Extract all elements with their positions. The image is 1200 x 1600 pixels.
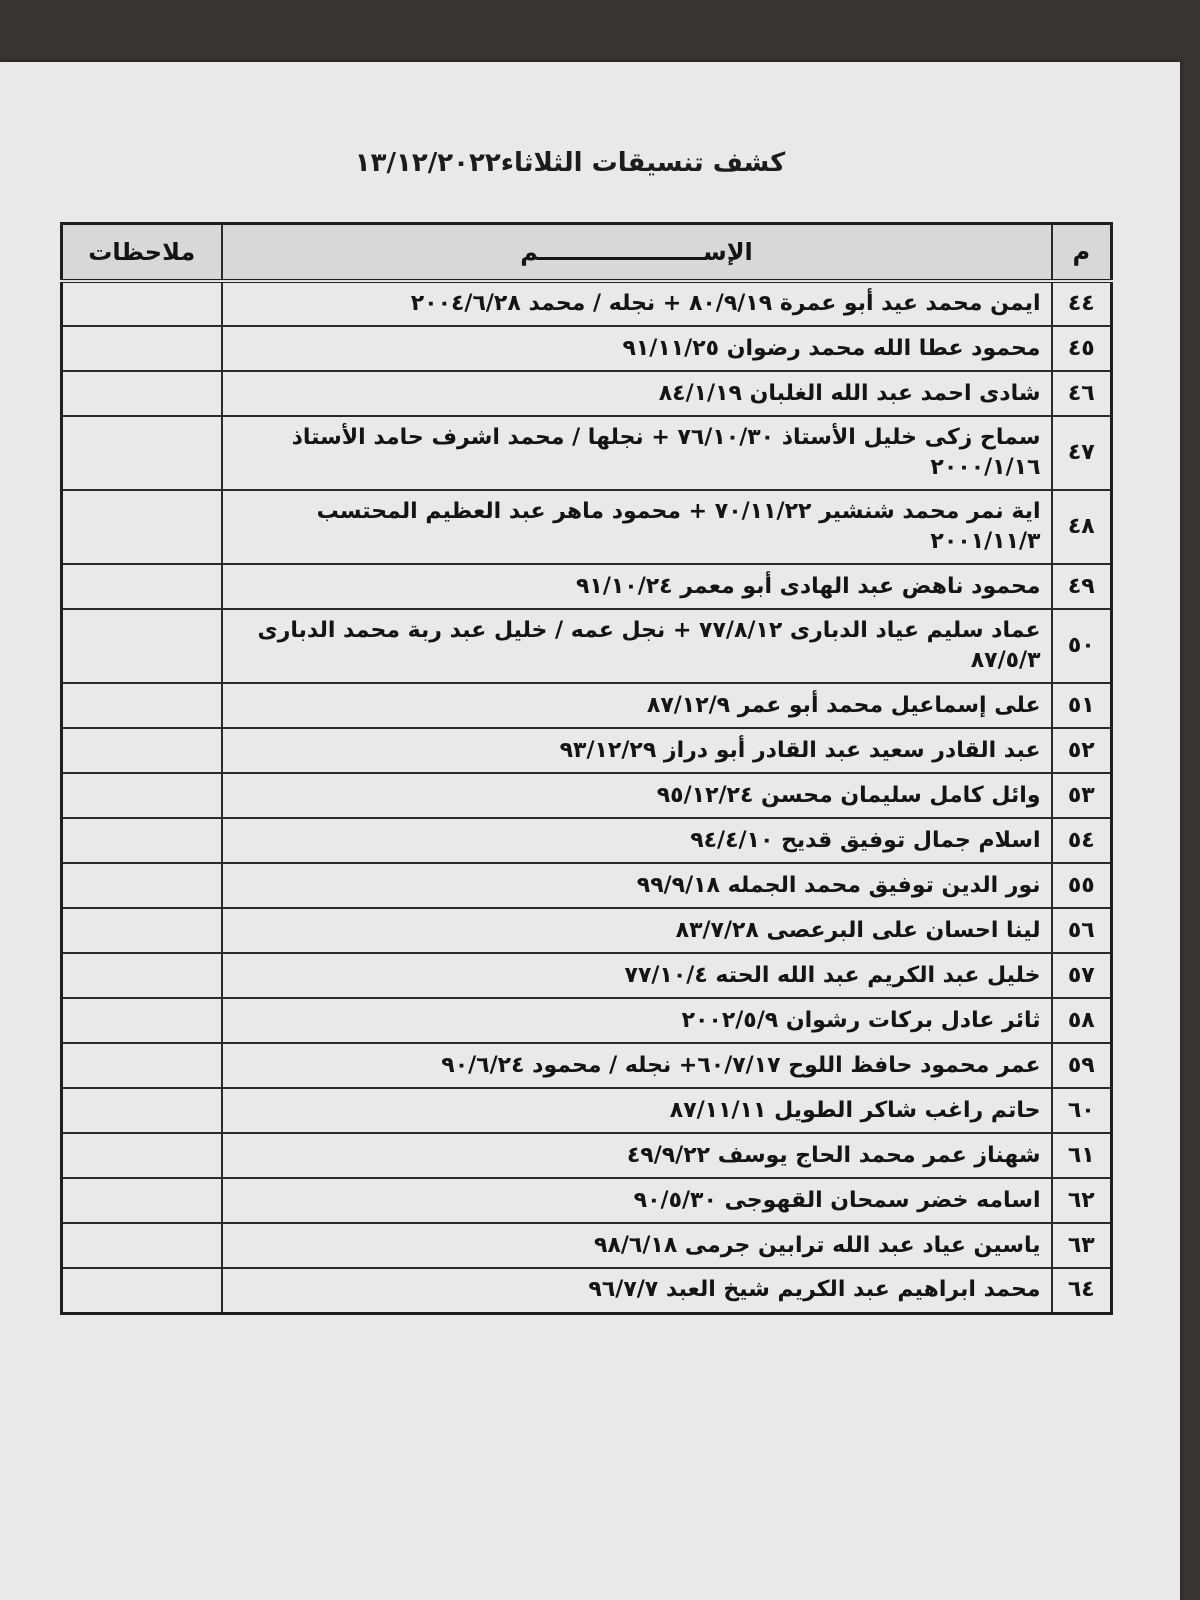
row-name: اية نمر محمد شنشير ٧٠/١١/٢٢ + محمود ماهر عبد العظيم المحتسب ٢٠٠١/١١/٣ [222, 490, 1052, 564]
row-number: ٤٧ [1052, 416, 1112, 490]
row-number: ٥٧ [1052, 953, 1112, 998]
row-notes [62, 326, 222, 371]
page-title: كشف تنسيقات الثلاثاء١٣/١٢/٢٠٢٢ [354, 148, 786, 178]
table-row [62, 1178, 1112, 1223]
row-number: ٤٦ [1052, 371, 1112, 416]
row-notes [62, 371, 222, 416]
table-row [62, 1088, 1112, 1133]
table-row [62, 1133, 1112, 1178]
table-header-row [62, 224, 1112, 282]
row-name: محمود ناهض عبد الهادى أبو معمر ٩١/١٠/٢٤ [222, 564, 1052, 609]
row-notes [62, 998, 222, 1043]
table-row [62, 490, 1112, 564]
row-notes [62, 609, 222, 683]
table-row [62, 371, 1112, 416]
row-name: اسلام جمال توفيق قديح ٩٤/٤/١٠ [222, 818, 1052, 863]
table-row [62, 953, 1112, 998]
header-number: م [1052, 224, 1112, 282]
row-number: ٦٠ [1052, 1088, 1112, 1133]
row-name: ثائر عادل بركات رشوان ٢٠٠٢/٥/٩ [222, 998, 1052, 1043]
row-number: ٦٤ [1052, 1268, 1112, 1313]
row-number: ٦١ [1052, 1133, 1112, 1178]
table-row [62, 281, 1112, 326]
row-notes [62, 416, 222, 490]
row-number: ٤٩ [1052, 564, 1112, 609]
row-number: ٥٢ [1052, 728, 1112, 773]
row-name: خليل عبد الكريم عبد الله الحته ٧٧/١٠/٤ [222, 953, 1052, 998]
row-notes [62, 1088, 222, 1133]
row-notes [62, 773, 222, 818]
table-row [62, 818, 1112, 863]
row-notes [62, 1268, 222, 1313]
row-notes [62, 1043, 222, 1088]
row-number: ٤٤ [1052, 281, 1112, 326]
row-notes [62, 1223, 222, 1268]
row-name: شادى احمد عبد الله الغلبان ٨٤/١/١٩ [222, 371, 1052, 416]
table-row [62, 773, 1112, 818]
row-name: محمود عطا الله محمد رضوان ٩١/١١/٢٥ [222, 326, 1052, 371]
row-number: ٥٥ [1052, 863, 1112, 908]
row-notes [62, 490, 222, 564]
row-name: على إسماعيل محمد أبو عمر ٨٧/١٢/٩ [222, 683, 1052, 728]
row-name: لينا احسان على البرعصى ٨٣/٧/٢٨ [222, 908, 1052, 953]
row-notes [62, 1178, 222, 1223]
header-notes: ملاحظات [62, 224, 222, 282]
table-row [62, 998, 1112, 1043]
row-notes [62, 564, 222, 609]
row-name: سماح زكى خليل الأستاذ ٧٦/١٠/٣٠ + نجلها / محمد اشرف حامد الأستاذ ٢٠٠٠/١/١٦ [222, 416, 1052, 490]
row-number: ٤٥ [1052, 326, 1112, 371]
row-notes [62, 818, 222, 863]
table-row [62, 1223, 1112, 1268]
row-notes [62, 728, 222, 773]
header-name: الإســــــــــــــــــــم [222, 224, 1052, 282]
row-number: ٦٣ [1052, 1223, 1112, 1268]
row-number: ٦٢ [1052, 1178, 1112, 1223]
row-number: ٥٠ [1052, 609, 1112, 683]
table-body [62, 281, 1112, 1313]
row-name: عمر محمود حافظ اللوح ٦٠/٧/١٧+ نجله / محمود ٩٠/٦/٢٤ [222, 1043, 1052, 1088]
table-row [62, 609, 1112, 683]
row-notes [62, 908, 222, 953]
row-notes [62, 863, 222, 908]
table-row [62, 863, 1112, 908]
row-notes [62, 683, 222, 728]
row-number: ٥٦ [1052, 908, 1112, 953]
table-row [62, 908, 1112, 953]
row-number: ٥٨ [1052, 998, 1112, 1043]
row-name: شهناز عمر محمد الحاج يوسف ٤٩/٩/٢٢ [222, 1133, 1052, 1178]
row-number: ٥٩ [1052, 1043, 1112, 1088]
row-name: عبد القادر سعيد عبد القادر أبو دراز ٩٣/١٢/٢٩ [222, 728, 1052, 773]
table-row [62, 1043, 1112, 1088]
table-row [62, 416, 1112, 490]
row-number: ٥١ [1052, 683, 1112, 728]
row-name: ياسين عياد عبد الله ترابين جرمى ٩٨/٦/١٨ [222, 1223, 1052, 1268]
row-name: اسامه خضر سمحان القهوجى ٩٠/٥/٣٠ [222, 1178, 1052, 1223]
table-row [62, 683, 1112, 728]
row-name: وائل كامل سليمان محسن ٩٥/١٢/٢٤ [222, 773, 1052, 818]
row-notes [62, 953, 222, 998]
row-name: محمد ابراهيم عبد الكريم شيخ العبد ٩٦/٧/٧ [222, 1268, 1052, 1313]
table-row [62, 326, 1112, 371]
row-number: ٥٤ [1052, 818, 1112, 863]
row-name: حاتم راغب شاكر الطويل ٨٧/١١/١١ [222, 1088, 1052, 1133]
row-name: عماد سليم عياد الدبارى ٧٧/٨/١٢ + نجل عمه / خليل عبد ربة محمد الدبارى ٨٧/٥/٣ [222, 609, 1052, 683]
coordination-table [60, 222, 1113, 1315]
table-row [62, 728, 1112, 773]
row-notes [62, 1133, 222, 1178]
row-notes [62, 281, 222, 326]
table-row [62, 564, 1112, 609]
row-number: ٥٣ [1052, 773, 1112, 818]
table-row [62, 1268, 1112, 1313]
row-name: ايمن محمد عيد أبو عمرة ٨٠/٩/١٩ + نجله / محمد ٢٠٠٤/٦/٢٨ [222, 281, 1052, 326]
row-number: ٤٨ [1052, 490, 1112, 564]
row-name: نور الدين توفيق محمد الجمله ٩٩/٩/١٨ [222, 863, 1052, 908]
